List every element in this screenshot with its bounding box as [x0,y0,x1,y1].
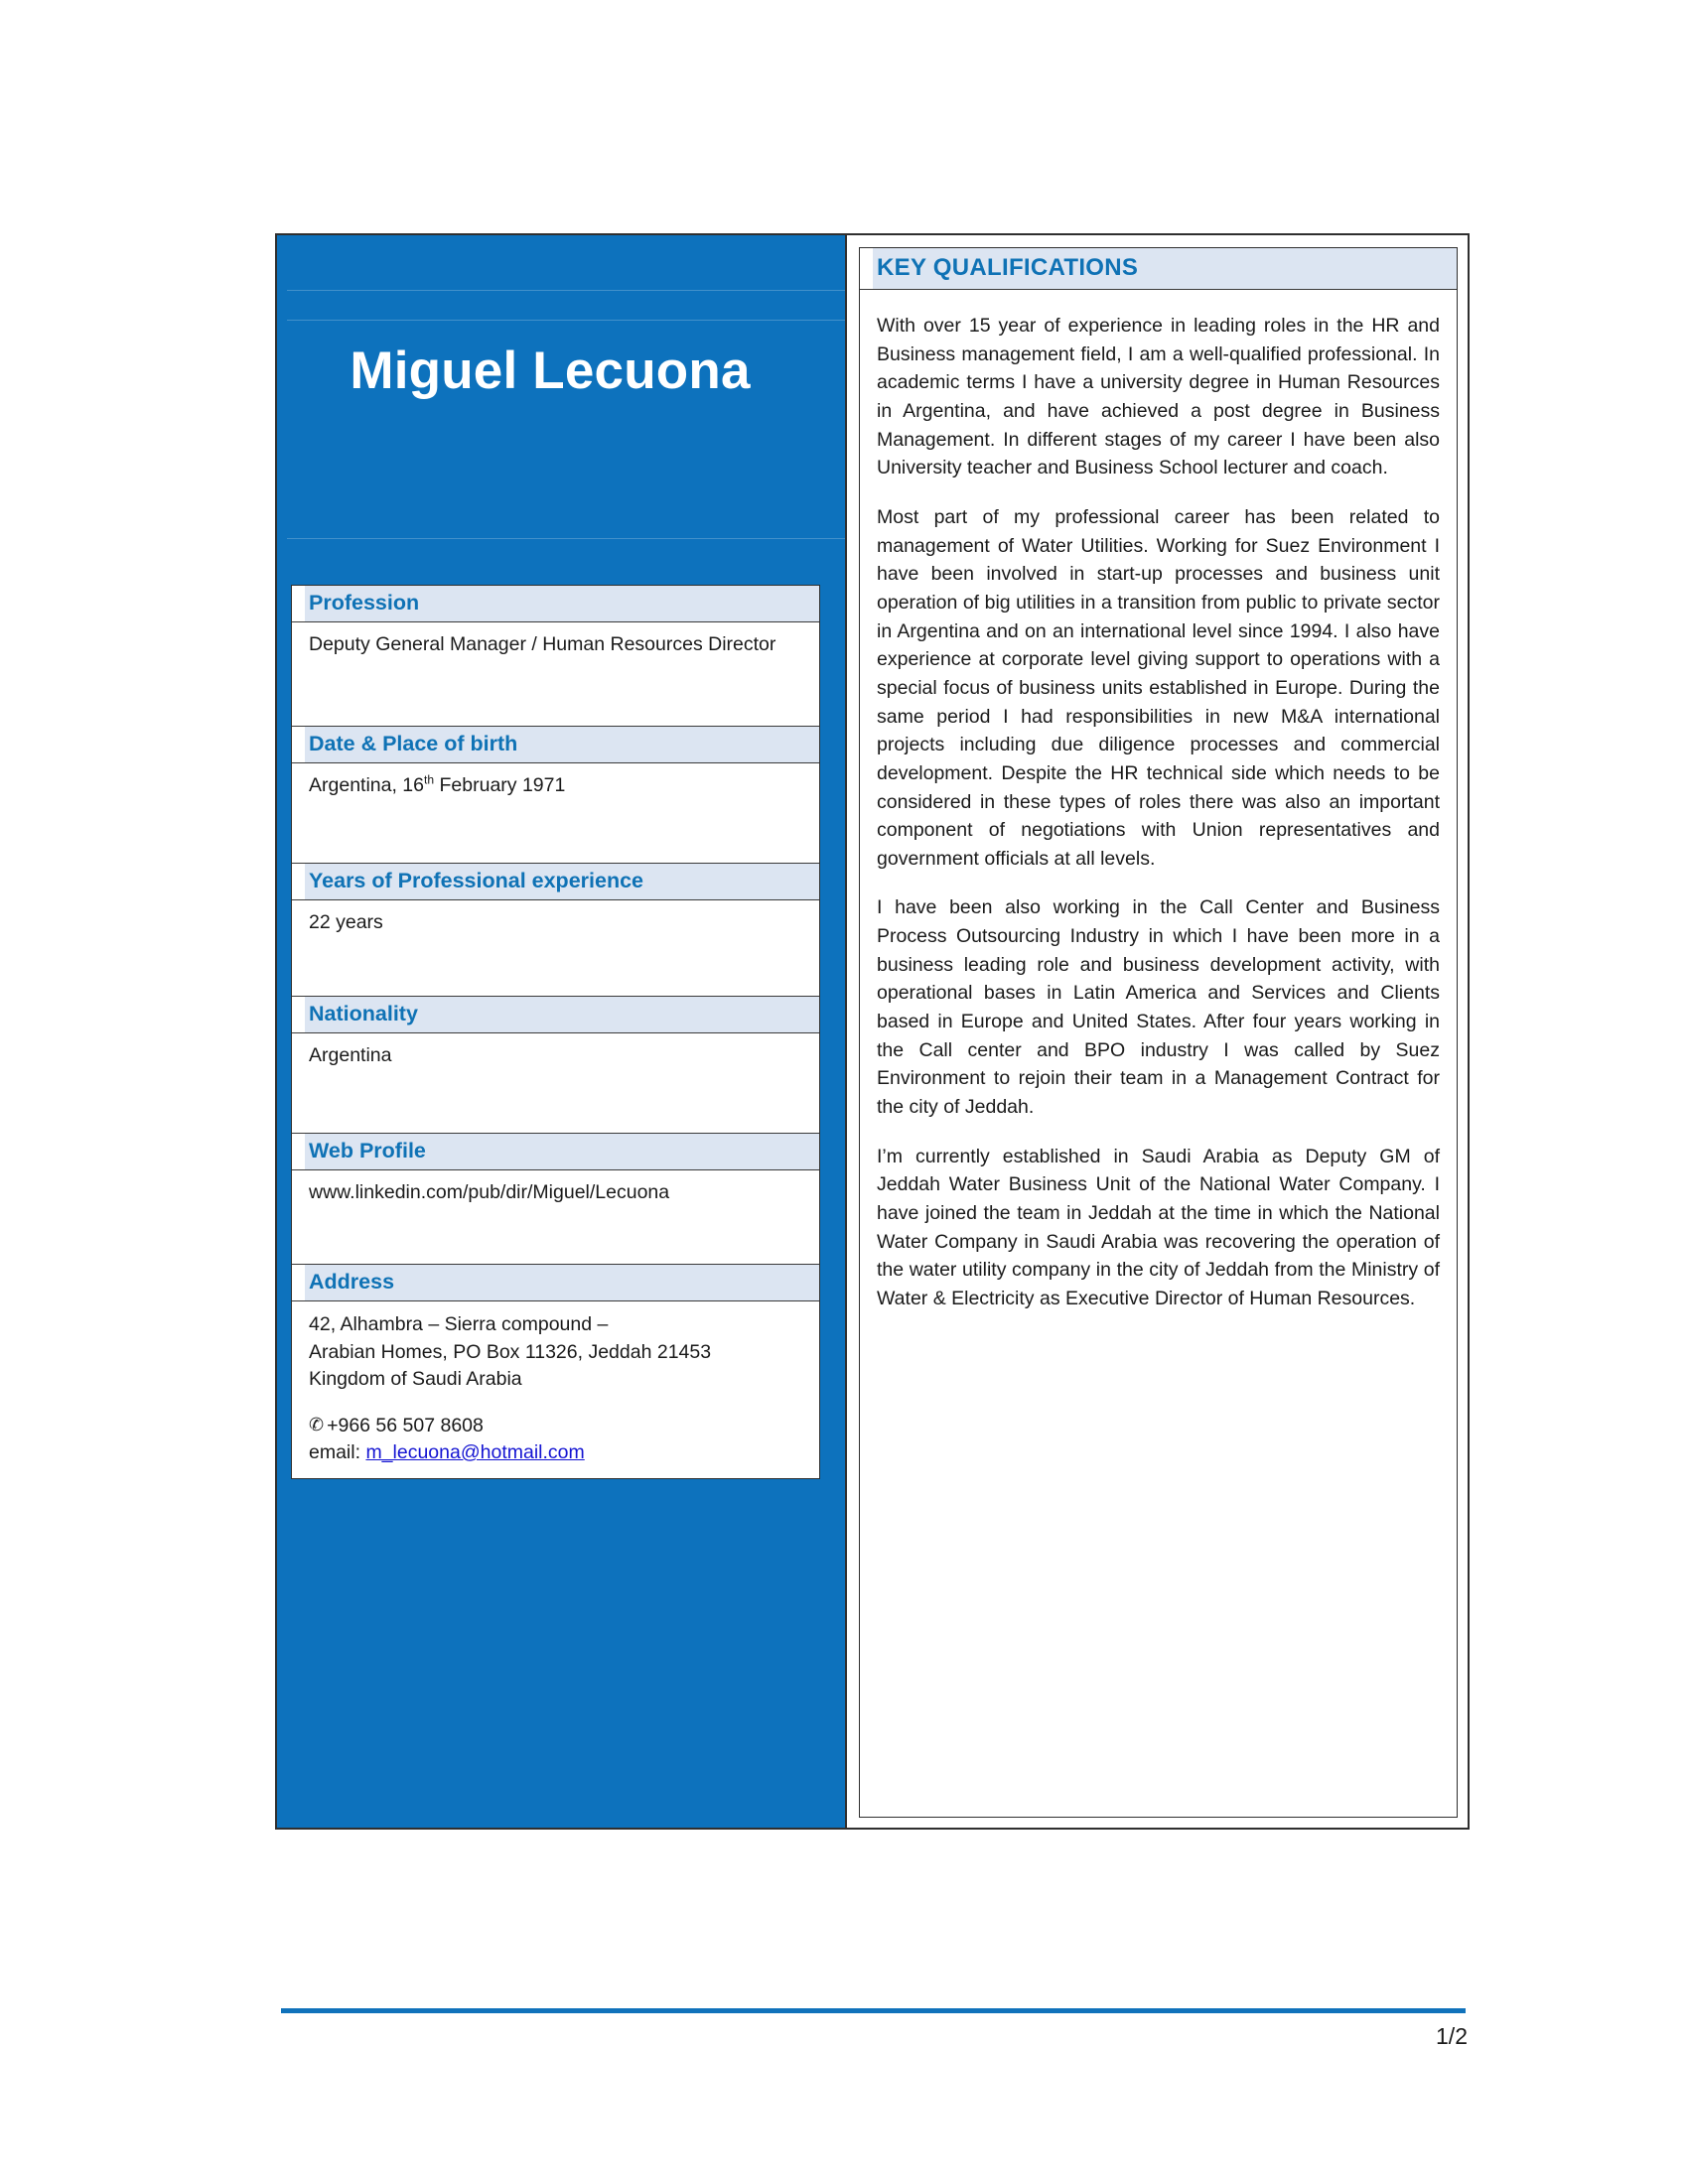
section-value-date-place-of-birth [292,763,819,863]
telephone-icon: ✆ [309,1415,325,1435]
section-value-years-experience: 22 years [292,900,819,996]
birth-ordinal-suffix: th [424,772,435,787]
section-value-profession: Deputy General Manager / Human Resources Director [292,622,819,726]
address-line-3: Kingdom of Saudi Arabia [309,1368,522,1391]
birth-suffix: February 1971 [434,774,566,796]
section-title-profession: Profession [309,591,420,614]
section-header-nationality [292,996,819,1033]
footer-page-number: 1/2 [1436,2023,1468,2049]
section-header-key-qualifications [860,248,1457,290]
phone-row [309,1414,805,1439]
section-header-address [292,1264,819,1301]
candidate-name: Miguel Lecuona [350,341,751,400]
candidate-name-block [277,342,823,400]
phone-number: +966 56 507 8608 [327,1415,484,1437]
section-header-web-profile [292,1133,819,1170]
paragraph-1: With over 15 year of experience in leading roles in the HR and Business management field, I am a well-qualified professional. In academic terms I have a university degree in Human Resources in Argentina, and have achieved a post degree in Business Management. In different stages of my career I have been also University teacher and Business School lecturer and coach. [877,315,1440,479]
address-lines [309,1311,805,1394]
section-title-date-place-of-birth: Date & Place of birth [309,732,518,755]
section-header-profession [292,586,819,622]
section-header-date-place-of-birth [292,726,819,763]
key-qualifications-box [859,247,1458,1818]
cv-frame [275,233,1470,1830]
email-row [309,1440,805,1466]
section-title-years-experience: Years of Professional experience [309,869,643,892]
section-title-web-profile: Web Profile [309,1139,426,1162]
address-line-1: 42, Alhambra – Sierra compound – [309,1313,609,1335]
email-label: email: [309,1440,366,1463]
section-title-nationality: Nationality [309,1002,418,1025]
paragraph-3: I have been also working in the Call Center and Business Process Outsourcing Industry in which I have been more in a business leading role and business development activity, with operational bases in Latin America and Services and Clients based in Europe and United States. After four years working in the Call center and BPO industry I was called by Suez Environment to rejoin their team in a Management Contract for the city of Jeddah. [877,896,1440,1119]
email-link[interactable]: m_lecuona@hotmail.com [365,1440,585,1463]
section-value-nationality: Argentina [292,1033,819,1133]
sidebar-divider-line [287,290,845,291]
section-value-web-profile[interactable]: www.linkedin.com/pub/dir/Miguel/Lecuona [292,1170,819,1264]
footer-divider [281,2008,1466,2013]
main-content-column [845,235,1468,1828]
birth-prefix: Argentina, 16 [309,774,425,796]
section-header-years-experience [292,863,819,900]
sidebar-panel [277,235,845,1828]
paragraph-4: I’m currently established in Saudi Arabia as Deputy GM of Jeddah Water Business Unit of the National Water Company. I have joined the team in Jeddah at the time in which the National Water Company in Saudi Arabia was recovering the operation of the water utility company in the city of Jeddah from the Ministry of Water & Electricity as Executive Director of Human Resources. [877,1145,1440,1309]
section-title-key-qualifications: KEY QUALIFICATIONS [877,254,1139,281]
contact-spacer [309,1394,805,1414]
personal-info-table [291,585,820,1479]
address-line-2: Arabian Homes, PO Box 11326, Jeddah 21453 [309,1340,712,1363]
section-value-address [292,1301,819,1478]
section-title-address: Address [309,1270,395,1294]
key-qualifications-text [860,290,1457,1323]
paragraph-2: Most part of my professional career has been related to management of Water Utilities. Working for Suez Environment I have been involved in start-up processes and business unit operation of big utilities in a transition from public to private sector in Argentina and on an international level since 1994. I also have experience at corporate level giving support to operations with a special focus of business units established in Europe. During the same period I had responsibilities in new M&A international projects including due diligence processes and commercial development. Despite the HR technical side which needs to be considered in these types of roles there was also an important component of negotiations with Union representatives and government officials at all levels. [877,505,1440,870]
